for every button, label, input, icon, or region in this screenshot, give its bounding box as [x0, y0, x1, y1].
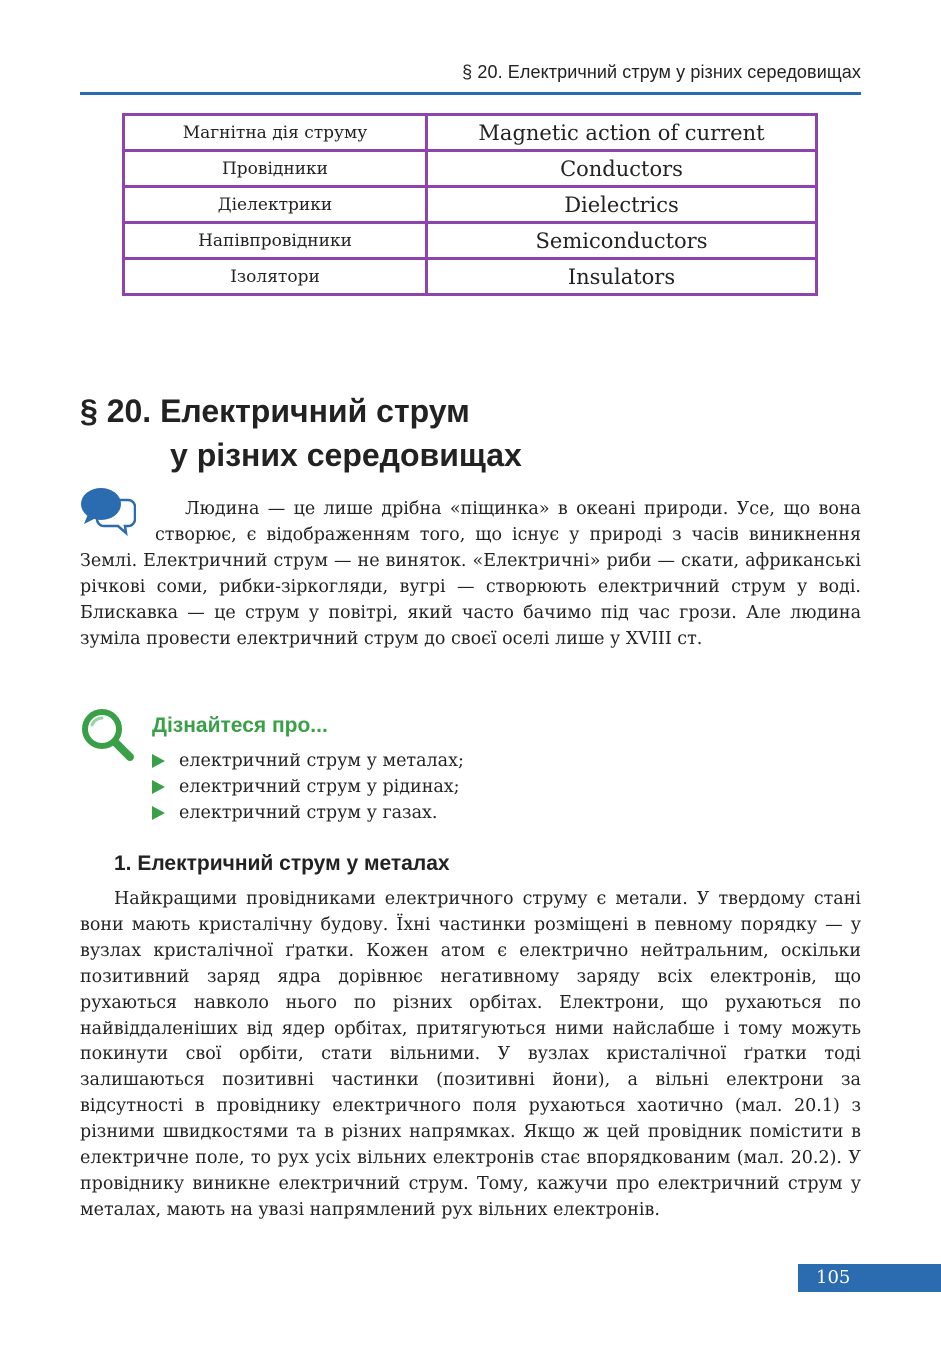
- body-text: Найкращими провідниками електричного струму є метали. У твердому стані вони мають кристалічну будову. Їхні частинки розміщені в певному порядку — у вузлах кристалічної ґратки. Кожен атом є електрично нейтральним, оскільки позитивний заряд ядра дорівнює негативному заряду всіх електронів, що рухаються навколо нього по різних орбітах. Електрони, що рухаються по найвіддаленіших від ядер орбітах, притягуються ними найслабше і тому можуть покинути свої орбіти, стати вільними. У вузлах кристалічної ґратки тоді залишаються позитивні частинки (позитивні йони), а вільні електрони за відсутності в провіднику електричного поля рухаються хаотично (мал. 20.1) з різними швидкостями та в різних напрямках. Якщо ж цей провідник помістити в електричне поле, то рух усіх вільних електронів стає впорядкованим (мал. 20.2). У провіднику виникне електричний струм. Тому, кажучи про електричний струм у металах, мають на увазі напрямлений рух вільних електронів.: [80, 889, 861, 1220]
- subsection-title: 1. Електричний струм у металах: [114, 852, 450, 875]
- learn-heading: Дізнайтеся про...: [152, 714, 328, 737]
- term-english: Dielectrics: [427, 187, 817, 223]
- term-ukrainian: Ізолятори: [124, 259, 427, 295]
- body-paragraph: [80, 887, 861, 1224]
- header-divider: [80, 92, 861, 95]
- list-item: [152, 748, 464, 774]
- section-title-line2: у різних середовищах: [170, 437, 522, 473]
- term-ukrainian: Напівпровідники: [124, 223, 427, 259]
- table-row: [124, 151, 817, 187]
- triangle-bullet-icon: [152, 806, 165, 820]
- table-row: [124, 223, 817, 259]
- term-english: Insulators: [427, 259, 817, 295]
- section-title: [80, 389, 522, 477]
- term-ukrainian: Магнітна дія струму: [124, 115, 427, 151]
- term-english: Semiconductors: [427, 223, 817, 259]
- list-item-text: електричний струм у газах.: [179, 803, 438, 823]
- list-item: [152, 800, 464, 826]
- term-ukrainian: Діелектрики: [124, 187, 427, 223]
- intro-paragraph: [80, 496, 861, 652]
- intro-text: Людина — це лише дрібна «піщинка» в океані природи. Усе, що вона створює, є відображенням того, що існує у природі з часів виникнення Землі. Електричний струм — не виняток. «Електричні» риби — скати, африканські річкові соми, рибки-зіркогляди, вугрі — створюють електричний струм у воді. Блискавка — це струм у повітрі, який часто бачимо під час грози. Але людина зуміла провести електричний струм до своєї оселі лише у XVIII ст.: [80, 499, 861, 649]
- glossary-table: [122, 113, 818, 296]
- table-row: [124, 187, 817, 223]
- term-ukrainian: Провідники: [124, 151, 427, 187]
- magnifier-icon: [80, 707, 136, 763]
- section-title-line1: § 20. Електричний струм: [80, 393, 470, 429]
- table-row: [124, 115, 817, 151]
- triangle-bullet-icon: [152, 780, 165, 794]
- list-item: [152, 774, 464, 800]
- triangle-bullet-icon: [152, 754, 165, 768]
- term-english: Magnetic action of current: [427, 115, 817, 151]
- learn-list: [152, 748, 464, 826]
- table-row: [124, 259, 817, 295]
- running-header: § 20. Електричний струм у різних середовищах: [462, 62, 861, 82]
- list-item-text: електричний струм у металах;: [179, 751, 464, 771]
- list-item-text: електричний струм у рідинах;: [179, 777, 460, 797]
- page-number: 105: [798, 1264, 941, 1292]
- term-english: Conductors: [427, 151, 817, 187]
